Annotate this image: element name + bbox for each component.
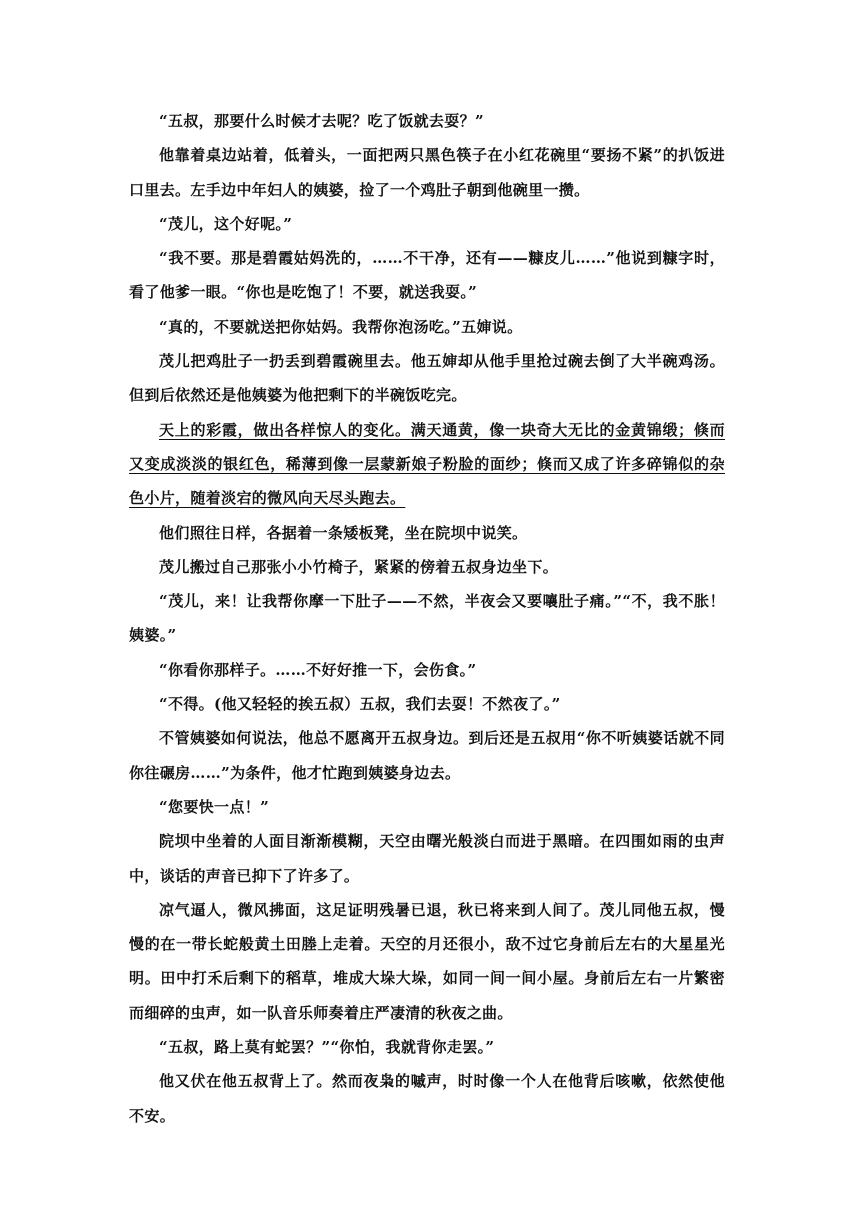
paragraph-6: 茂儿把鸡肚子一扔丢到碧霞碗里去。他五婶却从他手里抢过碗去倒了大半碗鸡汤。但到后依然还是他姨婆为他把剩下的半碗饭吃完。 [129,352,725,405]
paragraph-13: 不管姨婆如何说法，他总不愿离开五叔身边。到后还是五叔用“你不听姨婆话就不同你往碾房……”为条件，他才忙跑到姨婆身边去。 [129,729,725,782]
paragraph-14: “您要快一点！” [159,797,270,816]
paragraph-17: “五叔，路上莫有蛇罢？”“你怕，我就背你走罢。” [159,1038,495,1057]
paragraph-16: 凉气逼人，微风拂面，这足证明残暑已退，秋已将来到人间了。茂儿同他五叔，慢慢的在一带长蛇般黄土田塍上走着。天空的月还很小，敌不过它身前后左右的大星星光明。田中打禾后剩下的稻草，堆成大垛大垛，如同一间一间小屋。身前后左右一片繁密而细碎的虫声，如一队音乐师奏着庄严凄清的秋夜之曲。 [129,900,725,1022]
paragraph-8: 他们照往日样，各据着一条矮板凳，坐在院坝中说笑。 [159,523,528,542]
paragraph-3: “茂儿，这个好呢。” [159,214,293,233]
document-body [129,104,725,1133]
paragraph-10: “茂儿，来！让我帮你摩一下肚子——不然，半夜会又要嚷肚子痛。”“不，我不胀！姨婆。” [129,592,725,645]
paragraph-12: “不得。(他又轻轻的挨五叔）五叔，我们去耍！不然夜了。” [159,695,561,714]
paragraph-1: “五叔，那要什么时候才去呢？吃了饭就去耍？” [159,112,484,130]
paragraph-2: 他靠着桌边站着，低着头，一面把两只黑色筷子在小红花碗里“要扬不紧”的扒饭进口里去。左手边中年妇人的姨婆，捡了一个鸡肚子朝到他碗里一攒。 [129,146,725,199]
underlined-paragraph [129,413,725,516]
paragraph-5: “真的，不要就送把你姑妈。我帮你泡汤吃。”五婶说。 [159,317,523,336]
paragraph-15: 院坝中坐着的人面目渐渐模糊，天空由曙光般淡白而进于黑暗。在四围如雨的虫声中，谈话的声音已抑下了许多了。 [129,832,725,885]
paragraph-4: “我不要。那是碧霞姑妈洗的，……不干净，还有——糠皮儿……”他说到糠字时，看了他爹一眼。“你也是吃饱了！不要，就送我耍。” [129,249,725,302]
underlined-text: 天上的彩霞，做出各样惊人的变化。满天通黄，像一块奇大无比的金黄锦缎；倏而又变成淡淡的银红色，稀薄到像一层蒙新娘子粉脸的面纱；倏而又成了许多碎锦似的杂色小片，随着淡宕的微风向天尽头跑去。 [129,420,725,508]
paragraph-11: “你看你那样子。……不好好推一下，会伤食。” [159,660,477,679]
paragraph-9: 茂儿搬过自己那张小小竹椅子，紧紧的傍着五叔身边坐下。 [159,557,559,576]
paragraph-18: 他又伏在他五叔背上了。然而夜枭的嘁声，时时像一个人在他背后咳嗽，依然使他不安。 [129,1072,725,1125]
